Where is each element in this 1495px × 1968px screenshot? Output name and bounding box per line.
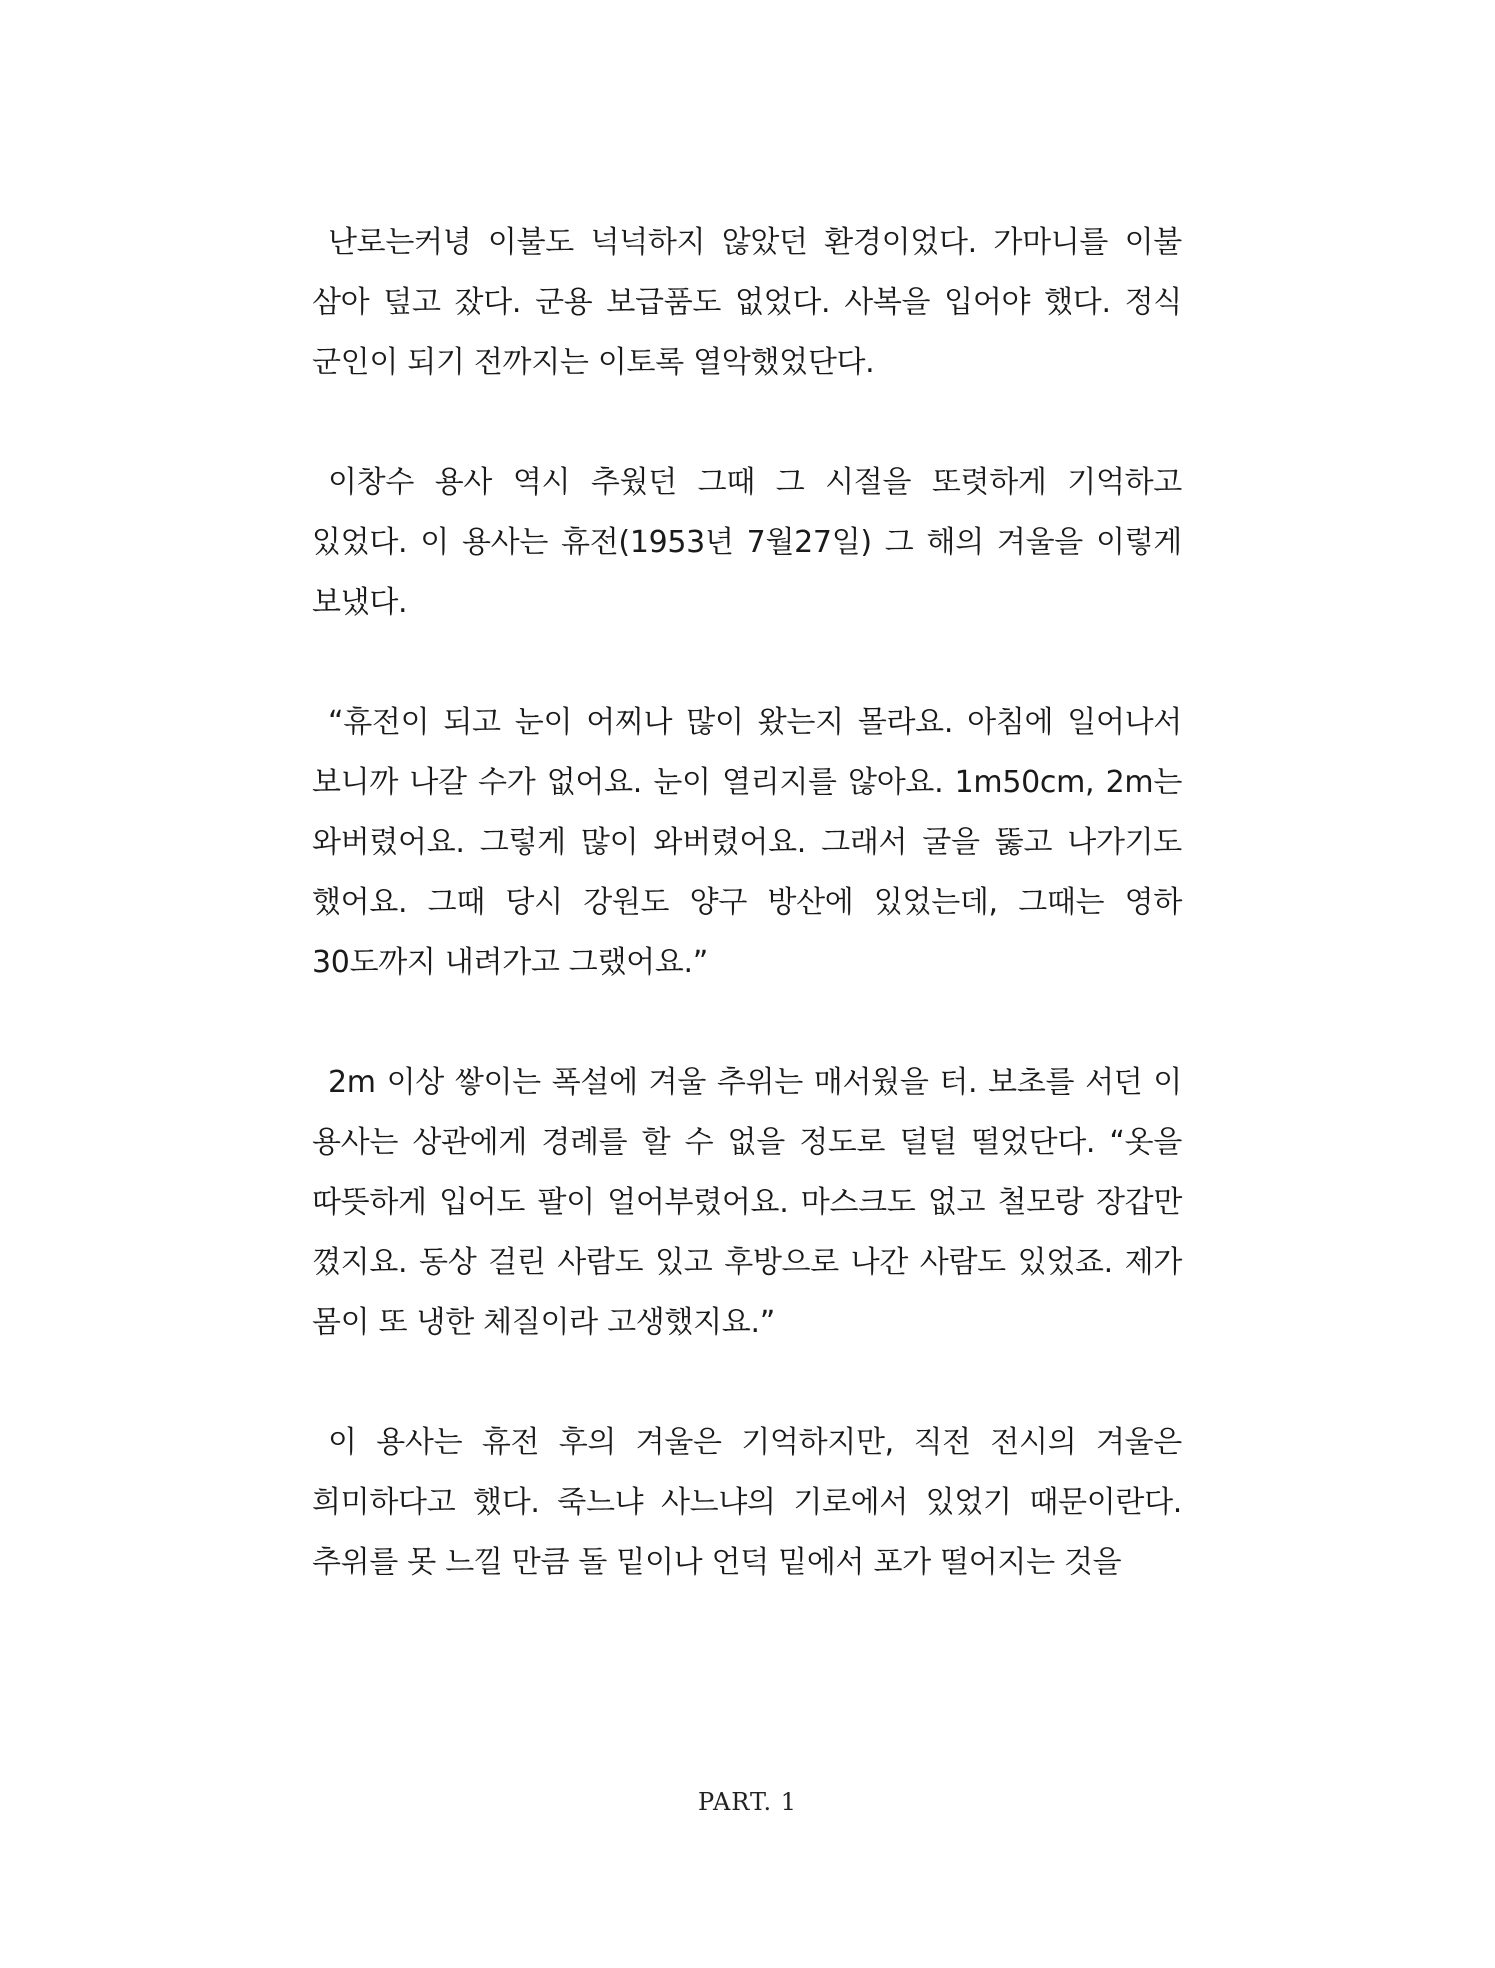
- paragraph-5: 이 용사는 휴전 후의 겨울은 기억하지만, 직전 전시의 겨울은 희미하다고 했다. 죽느냐 사느냐의 기로에서 있었기 때문이란다. 추위를 못 느낄 만큼 돌 밑이나 언덕 밑에서 포가 떨어지는 것을: [312, 1425, 1182, 1580]
- paragraph-2: 이창수 용사 역시 추웠던 그때 그 시절을 또렷하게 기억하고 있었다. 이 용사는 휴전(1953년 7월27일) 그 해의 겨울을 이렇게 보냈다.: [312, 465, 1182, 620]
- paragraph-4: 2m 이상 쌓이는 폭설에 겨울 추위는 매서웠을 터. 보초를 서던 이 용사는 상관에게 경례를 할 수 없을 정도로 덜덜 떨었단다. “옷을 따뜻하게 입어도 팔이 얼어부렸어요. 마스크도 없고 철모랑 장갑만 꼈지요. 동상 걸린 사람도 있고 후방으로 나간 사람도 있었죠. 제가 몸이 또 냉한 체질이라 고생했지요.”: [312, 1065, 1182, 1340]
- paragraph-1: 난로는커녕 이불도 넉넉하지 않았던 환경이었다. 가마니를 이불 삼아 덮고 잤다. 군용 보급품도 없었다. 사복을 입어야 했다. 정식 군인이 되기 전까지는 이토록 열악했었단다.: [312, 225, 1182, 380]
- body-text: [312, 213, 1182, 1653]
- paragraph-3: “휴전이 되고 눈이 어찌나 많이 왔는지 몰라요. 아침에 일어나서 보니까 나갈 수가 없어요. 눈이 열리지를 않아요. 1m50cm, 2m는 와버렸어요. 그렇게 많이 와버렸어요. 그래서 굴을 뚫고 나가기도 했어요. 그때 당시 강원도 양구 방산에 있었는데, 그때는 영하 30도까지 내려가고 그랬어요.”: [312, 705, 1182, 980]
- page-footer-label: PART. 1: [698, 1788, 797, 1816]
